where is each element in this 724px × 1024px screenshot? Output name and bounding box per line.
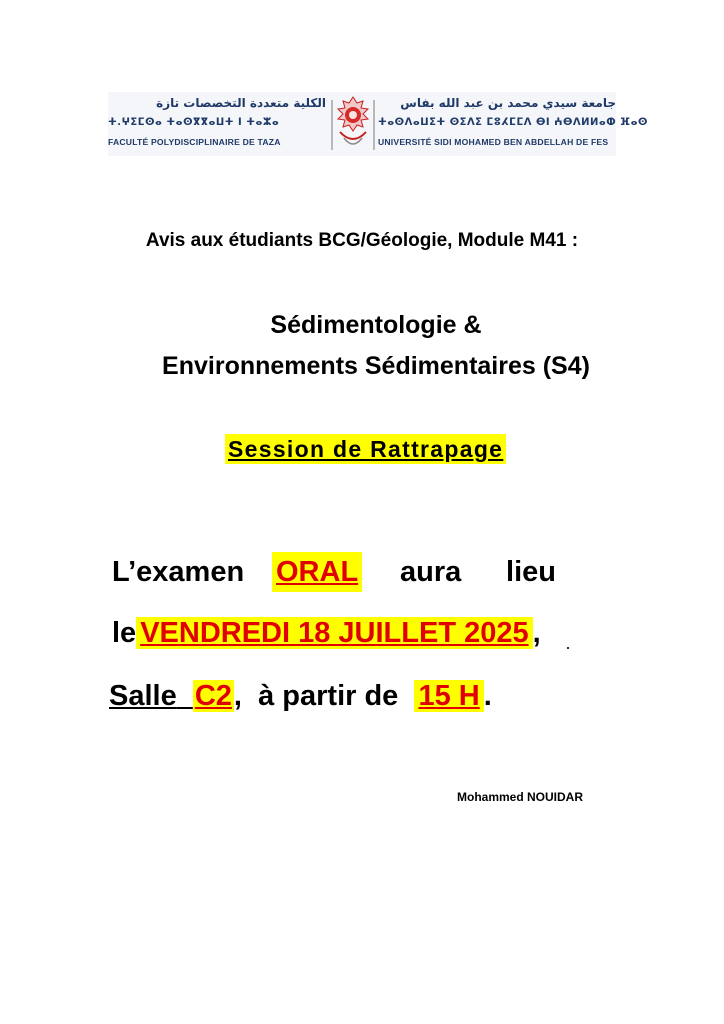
session-label: Session de Rattrapage xyxy=(225,434,506,464)
faculty-name-french: FACULTÉ POLYDISCIPLINAIRE DE TAZA xyxy=(108,137,281,147)
faculty-name-arabic: الكلية متعددة التخصصات تازة xyxy=(156,96,326,110)
university-emblem-icon xyxy=(330,94,376,154)
date-highlight: VENDREDI 18 JUILLET 2025 xyxy=(136,617,532,649)
stray-dot xyxy=(567,647,569,649)
university-name-arabic: جامعة سيدي محمد بن عبد الله بفاس xyxy=(400,96,616,110)
university-name-block xyxy=(378,92,648,156)
word-le: le xyxy=(112,617,137,649)
word-lieu: lieu xyxy=(506,556,556,588)
faculty-name-block xyxy=(108,92,326,156)
university-header xyxy=(108,92,648,156)
announcement-line-3 xyxy=(109,673,492,719)
from-text: , à partir de xyxy=(233,680,399,712)
course-title-line2: Environnements Sédimentaires (S4) xyxy=(162,352,590,380)
final-period: . xyxy=(483,680,492,712)
faculty-name-tifinagh: ⵜ.ⵖⵉⵎⵙⴰ ⵜⴰⵙⴳⴳⴰⵡⵜ ⵏ ⵜⴰⵣⴰ xyxy=(108,117,280,128)
room-highlight: C2 xyxy=(194,680,232,712)
course-title-line1: Sédimentologie & xyxy=(270,311,482,339)
date-comma: , xyxy=(532,617,541,649)
announcement-line-1 xyxy=(112,552,556,592)
word-salle: Salle xyxy=(109,680,177,712)
announcement-line-2 xyxy=(112,610,541,656)
university-name-french: UNIVERSITÉ SIDI MOHAMED BEN ABDELLAH DE FES xyxy=(378,137,609,147)
university-name-tifinagh: ⵜⴰⵙⴷⴰⵡⵉⵜ ⵙⵉⴷⵉ ⵎⵓⵃⵎⵎⴷ ⴱⵏ ⵄⴱⴷⵍⵍⴰⵀ ⴼⴰⵙ xyxy=(378,117,648,128)
word-exam: L’examen xyxy=(112,556,245,588)
notice-heading: Avis aux étudiants BCG/Géologie, Module M41 : xyxy=(145,230,579,251)
word-aura: aura xyxy=(400,556,462,588)
time-highlight: 15 H xyxy=(414,680,483,712)
oral-highlight: ORAL xyxy=(272,552,362,592)
signature: Mohammed NOUIDAR xyxy=(457,790,584,804)
